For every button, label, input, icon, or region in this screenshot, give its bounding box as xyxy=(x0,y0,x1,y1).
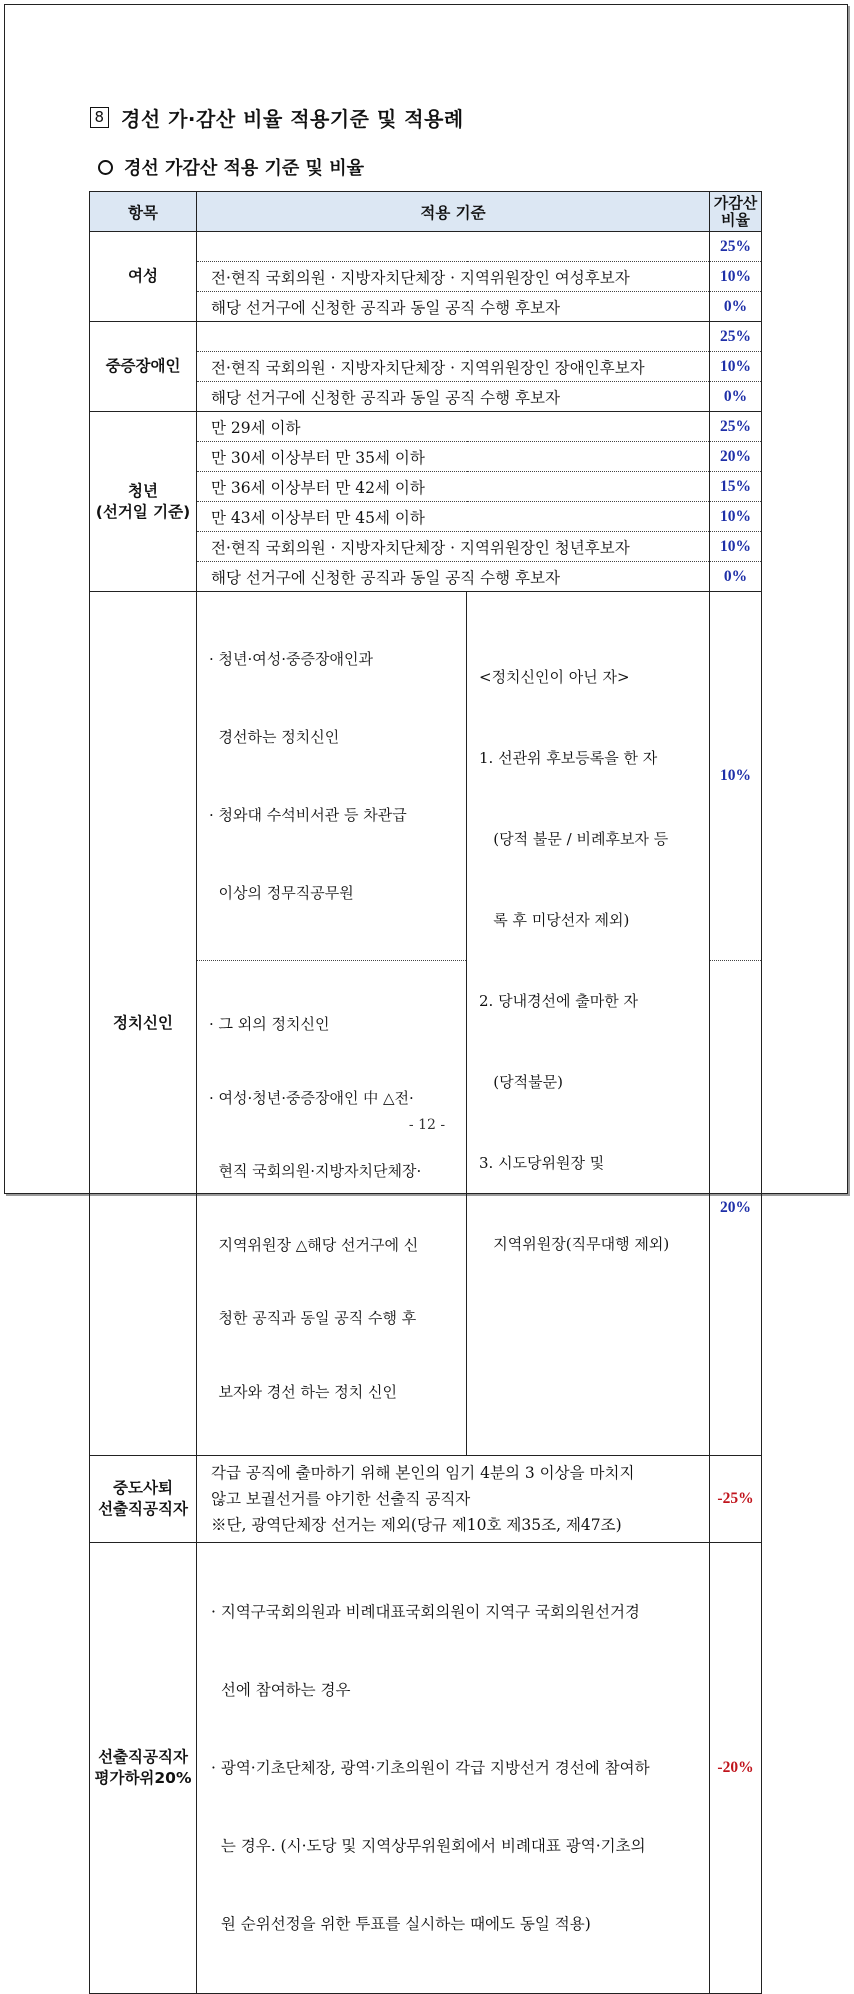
section-heading xyxy=(90,103,464,132)
table-header-row xyxy=(90,192,762,232)
newcomer-block1 xyxy=(197,592,467,961)
category-disabled: 중증장애인 xyxy=(90,322,197,412)
category-youth-line2: (선거일 기준) xyxy=(95,502,191,521)
header-item: 항목 xyxy=(90,192,197,232)
newcomer-note-line: 록 후 미당선자 제외) xyxy=(479,911,630,929)
rate-cell: -25% xyxy=(710,1456,762,1543)
category-resigned-line1: 중도사퇴 xyxy=(113,1479,173,1497)
bottom20-line: 원 순위선정을 위한 투표를 실시하는 때에도 동일 적용) xyxy=(211,1915,591,1933)
table-row xyxy=(90,1543,762,1994)
criteria-cell: 전·현직 국회의원 · 지방자치단체장 · 지역위원장인 청년후보자 xyxy=(197,532,710,562)
criteria-cell: 만 29세 이하 xyxy=(197,412,710,442)
criteria-cell: 해당 선거구에 신청한 공직과 동일 공직 수행 후보자 xyxy=(197,562,710,592)
newcomer-block2-line: 현직 국회의원·지방자치단체장· xyxy=(209,1162,422,1180)
section-title: 경선 가·감산 비율 적용기준 및 적용례 xyxy=(121,107,464,131)
rate-cell: 20% xyxy=(710,442,762,472)
rate-cell: 10% xyxy=(710,532,762,562)
bottom20-line: 선에 참여하는 경우 xyxy=(211,1681,351,1699)
newcomer-block1-line: · 청년·여성·중증장애인과 xyxy=(209,650,373,668)
category-bottom20 xyxy=(90,1543,197,1994)
rate-cell: 0% xyxy=(710,292,762,322)
newcomer-note-line: (당적불문) xyxy=(479,1073,563,1091)
category-youth-line1: 청년 xyxy=(128,481,158,500)
resigned-line: ※단, 광역단체장 선거는 제외(당규 제10호 제35조, 제47조) xyxy=(211,1516,622,1534)
criteria-cell xyxy=(197,322,710,352)
bottom20-line: 는 경우. (시·도당 및 지역상무위원회에서 비례대표 광역·기초의 xyxy=(211,1837,646,1855)
newcomer-block2-line: 청한 공직과 동일 공직 수행 후 xyxy=(209,1309,417,1327)
newcomer-note-line: 1. 선관위 후보등록을 한 자 xyxy=(479,749,658,767)
newcomer-block1-line: 경선하는 정치신인 xyxy=(209,728,340,746)
criteria-cell: 해당 선거구에 신청한 공직과 동일 공직 수행 후보자 xyxy=(197,292,710,322)
rate-cell: 0% xyxy=(710,382,762,412)
criteria-cell: 만 43세 이상부터 만 45세 이하 xyxy=(197,502,710,532)
rate-cell: 25% xyxy=(710,232,762,262)
bottom20-criteria xyxy=(197,1543,710,1994)
criteria-cell: 전·현직 국회의원 · 지방자치단체장 · 지역위원장인 장애인후보자 xyxy=(197,352,710,382)
newcomer-block2-line: · 그 외의 정치신인 xyxy=(209,1015,330,1033)
rate-cell: 15% xyxy=(710,472,762,502)
newcomer-note xyxy=(467,592,710,1456)
newcomer-block1-line: 이상의 정무직공무원 xyxy=(209,884,354,902)
criteria-cell: 만 30세 이상부터 만 35세 이하 xyxy=(197,442,710,472)
sub-heading-text: 경선 가감산 적용 기준 및 비율 xyxy=(124,158,364,179)
header-rate-line2: 비율 xyxy=(721,210,750,229)
header-rate xyxy=(710,192,762,232)
rate-cell: 0% xyxy=(710,562,762,592)
table-row xyxy=(90,232,762,262)
category-bottom20-line1: 선출직공직자 xyxy=(98,1748,188,1766)
rate-cell: 25% xyxy=(710,412,762,442)
rate-cell: 10% xyxy=(710,262,762,292)
rate-cell: 20% xyxy=(710,961,762,1456)
newcomer-note-line: 지역위원장(직무대행 제외) xyxy=(479,1235,670,1253)
newcomer-note-line: (당적 불문 / 비례후보자 등 xyxy=(479,830,669,848)
header-rate-line1: 가감산 xyxy=(713,193,758,212)
page-number: - 12 - xyxy=(408,1117,446,1133)
criteria-table xyxy=(89,191,762,1994)
category-youth xyxy=(90,412,197,592)
section-number-box: 8 xyxy=(90,107,109,128)
circle-bullet-icon xyxy=(98,160,113,175)
table-row xyxy=(90,412,762,442)
newcomer-block1-line: · 청와대 수석비서관 등 차관급 xyxy=(209,806,407,824)
resigned-criteria xyxy=(197,1456,710,1543)
header-criteria: 적용 기준 xyxy=(197,192,710,232)
category-resigned xyxy=(90,1456,197,1543)
resigned-line: 각급 공직에 출마하기 위해 본인의 임기 4분의 3 이상을 마치지 xyxy=(211,1464,635,1482)
rate-cell: -20% xyxy=(710,1543,762,1994)
bottom20-line: · 지역구국회의원과 비례대표국회의원이 지역구 국회의원선거경 xyxy=(211,1603,640,1621)
rate-cell: 25% xyxy=(710,322,762,352)
newcomer-block2 xyxy=(197,961,467,1456)
bottom20-line: · 광역·기초단체장, 광역·기초의원이 각급 지방선거 경선에 참여하 xyxy=(211,1759,650,1777)
newcomer-block2-line: · 여성·청년·중증장애인 中 △전· xyxy=(209,1088,414,1107)
rate-cell: 10% xyxy=(710,502,762,532)
newcomer-note-line: 3. 시도당위원장 및 xyxy=(479,1154,605,1172)
resigned-line: 않고 보궐선거를 야기한 선출직 공직자 xyxy=(211,1490,471,1508)
category-women: 여성 xyxy=(90,232,197,322)
newcomer-note-line: 2. 당내경선에 출마한 자 xyxy=(479,992,639,1010)
criteria-cell: 전·현직 국회의원 · 지방자치단체장 · 지역위원장인 여성후보자 xyxy=(197,262,710,292)
category-bottom20-line2: 평가하위20% xyxy=(94,1769,192,1787)
category-resigned-line2: 선출직공직자 xyxy=(98,1500,188,1518)
newcomer-block2-line: 보자와 경선 하는 정치 신인 xyxy=(209,1382,397,1401)
category-newcomer: 정치신인 xyxy=(90,592,197,1456)
table-row xyxy=(90,592,762,961)
criteria-cell: 만 36세 이상부터 만 42세 이하 xyxy=(197,472,710,502)
rate-cell: 10% xyxy=(710,352,762,382)
rate-cell: 10% xyxy=(710,592,762,961)
sub-heading xyxy=(98,154,364,180)
newcomer-note-line: <정치신인이 아닌 자> xyxy=(479,668,630,686)
criteria-cell xyxy=(197,232,710,262)
table-row xyxy=(90,1456,762,1543)
table-row xyxy=(90,322,762,352)
newcomer-block2-line: 지역위원장 △해당 선거구에 신 xyxy=(209,1235,419,1254)
criteria-cell: 해당 선거구에 신청한 공직과 동일 공직 수행 후보자 xyxy=(197,382,710,412)
